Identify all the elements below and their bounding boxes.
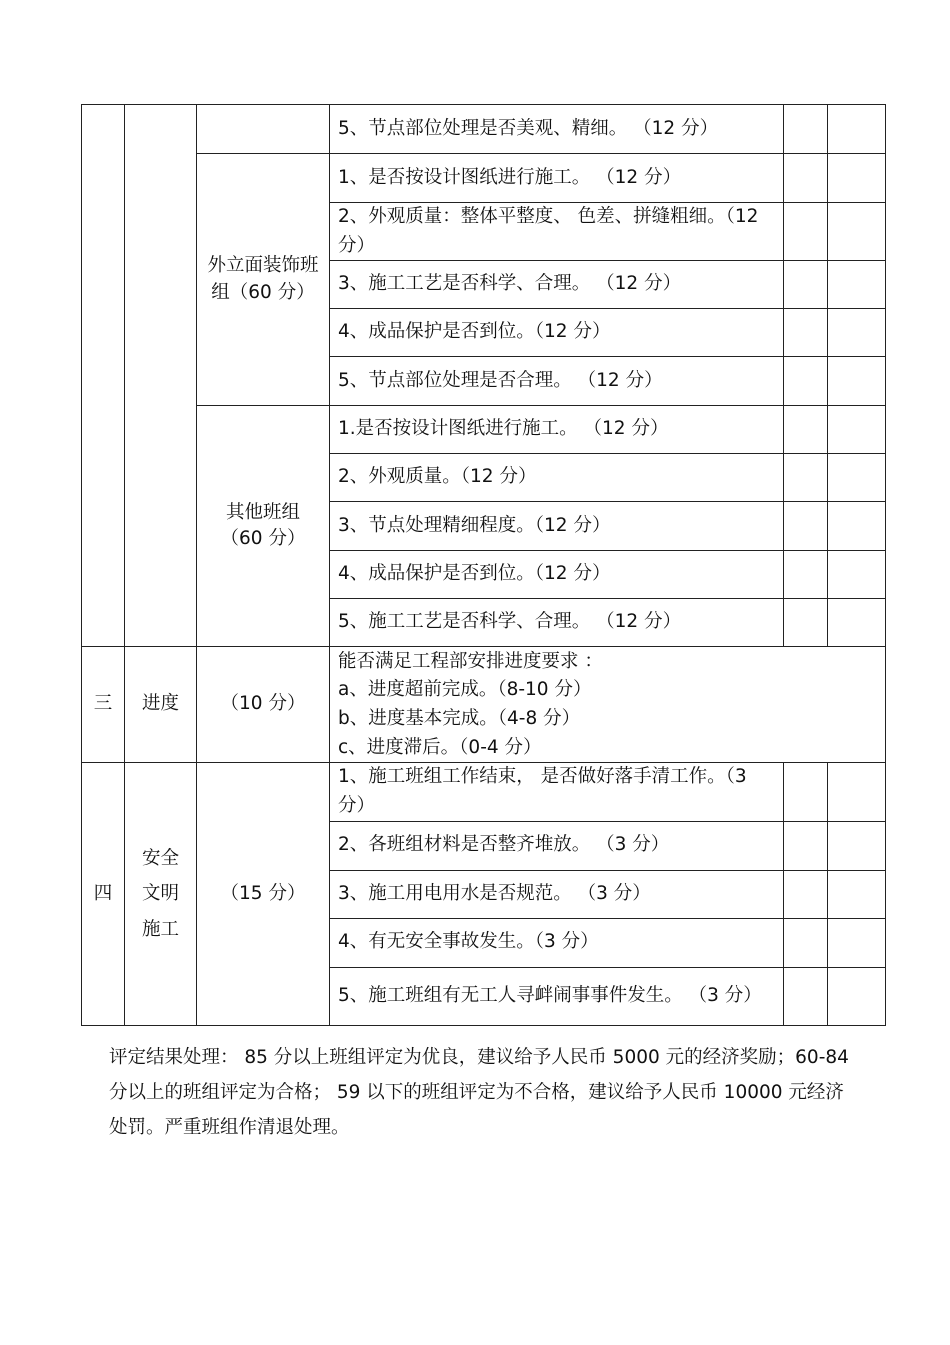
remark-cell [828, 763, 886, 821]
remark-cell [828, 105, 886, 154]
progress-line: c、进度滞后。（0-4 分） [338, 736, 542, 758]
score-cell [784, 406, 828, 454]
category-line: 安全 [141, 848, 179, 870]
progress-criteria [330, 647, 886, 763]
score-cell [784, 105, 828, 154]
criteria-item: 5、施工班组有无工人寻衅闹事事件发生。 （3 分） [330, 967, 784, 1025]
remark-cell [828, 551, 886, 599]
criteria-item: 1、施工班组工作结束， 是否做好落手清工作。（3 分） [330, 763, 784, 821]
criteria-item: 4、成品保护是否到位。（12 分） [330, 309, 784, 357]
score-cell [784, 967, 828, 1025]
section-number: 三 [82, 647, 125, 763]
remark-cell [828, 309, 886, 357]
remark-cell [828, 154, 886, 203]
category-line: 文明 [141, 883, 179, 905]
evaluation-table [81, 104, 886, 1026]
section-score: （15 分） [197, 763, 330, 1025]
score-cell [784, 154, 828, 203]
evaluation-result-note [109, 1040, 849, 1145]
criteria-item: 3、施工用电用水是否规范。 （3 分） [330, 870, 784, 918]
remark-cell [828, 454, 886, 502]
criteria-item: 5、节点部位处理是否合理。 （12 分） [330, 357, 784, 406]
score-cell [784, 502, 828, 551]
table-row [82, 647, 886, 763]
criteria-item: 3、节点处理精细程度。（12 分） [330, 502, 784, 551]
progress-line: 能否满足工程部安排进度要求 ： [338, 650, 603, 672]
remark-cell [828, 870, 886, 918]
table-row [82, 763, 886, 821]
section-score: （10 分） [197, 647, 330, 763]
criteria-item: 2、各班组材料是否整齐堆放。 （3 分） [330, 821, 784, 870]
score-cell [784, 357, 828, 406]
table-row [82, 154, 886, 203]
criteria-item: 4、成品保护是否到位。（12 分） [330, 551, 784, 599]
score-cell [784, 763, 828, 821]
criteria-item: 1、是否按设计图纸进行施工。 （12 分） [330, 154, 784, 203]
score-cell [784, 261, 828, 309]
remark-cell [828, 502, 886, 551]
criteria-item: 3、施工工艺是否科学、合理。 （12 分） [330, 261, 784, 309]
footer-paragraph: 评定结果处理： 85 分以上班组评定为优良，建议给予人民币 5000 元的经济奖励；60-84 分以上的班组评定为合格； 59 以下的班组评定为不合格，建议给予人民币 10000 元经济处罚。严重班组作清退处理。 [109, 1047, 849, 1138]
remark-cell [828, 406, 886, 454]
criteria-item: 4、有无安全事故发生。（3 分） [330, 918, 784, 967]
table-row [82, 105, 886, 154]
remark-cell [828, 203, 886, 261]
category-line: 施工 [141, 918, 179, 940]
team-name-other: 其他班组（60 分） [197, 406, 330, 647]
remark-cell [828, 918, 886, 967]
criteria-item: 2、外观质量：整体平整度、 色差、拼缝粗细。（12 分） [330, 203, 784, 261]
criteria-item: 5、节点部位处理是否美观、精细。 （12 分） [330, 105, 784, 154]
remark-cell [828, 967, 886, 1025]
remark-cell [828, 599, 886, 647]
section-category [125, 763, 197, 1025]
table-row [82, 406, 886, 454]
section-number-cell [82, 105, 125, 647]
section-category: 进度 [125, 647, 197, 763]
criteria-item: 1.是否按设计图纸进行施工。 （12 分） [330, 406, 784, 454]
team-cell [197, 105, 330, 154]
progress-line: a、进度超前完成。（8-10 分） [338, 679, 592, 701]
score-cell [784, 551, 828, 599]
remark-cell [828, 261, 886, 309]
section-category-cell [125, 105, 197, 647]
score-cell [784, 918, 828, 967]
score-cell [784, 870, 828, 918]
score-cell [784, 454, 828, 502]
progress-line: b、进度基本完成。（4-8 分） [338, 707, 581, 729]
score-cell [784, 599, 828, 647]
team-name-facade: 外立面装饰班组（60 分） [197, 154, 330, 406]
remark-cell [828, 821, 886, 870]
score-cell [784, 821, 828, 870]
score-cell [784, 203, 828, 261]
remark-cell [828, 357, 886, 406]
score-cell [784, 309, 828, 357]
criteria-item: 5、施工工艺是否科学、合理。 （12 分） [330, 599, 784, 647]
section-number: 四 [82, 763, 125, 1025]
criteria-item: 2、外观质量。（12 分） [330, 454, 784, 502]
